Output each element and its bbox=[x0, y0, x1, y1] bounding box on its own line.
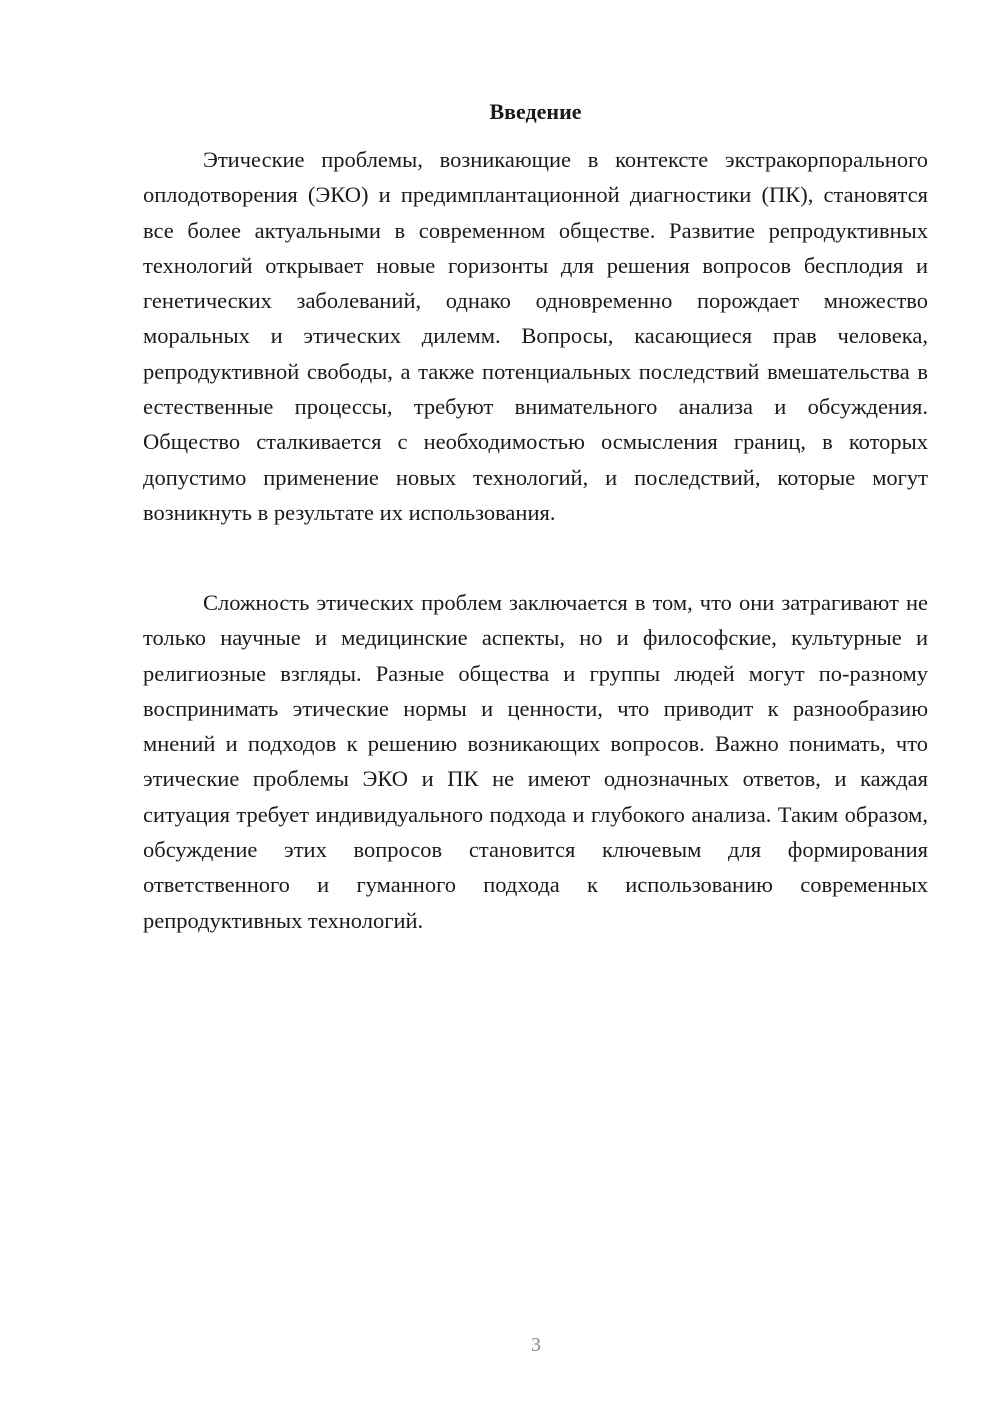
section-heading: Введение bbox=[489, 99, 582, 124]
page-number-container bbox=[0, 1332, 1000, 1358]
page-number: 3 bbox=[531, 1334, 541, 1356]
paragraph-2: Сложность этических проблем заключается в том, что они затрагивают не только научные и медицинские аспекты, но и философские, культурные и религиозные взгляды. Разные общества и группы людей могут по-разному воспринимать этические нормы и ценности, что приводит к разнообразию мнений и подходов к решению возникающих вопросов. Важно понимать, что этические проблемы ЭКО и ПК не имеют однозначных ответов, и каждая ситуация требует индивидуального подхода и глубокого анализа. Таким образом, обсуждение этих вопросов становится ключевым для формирования ответственного и гуманного подхода к использованию современных репродуктивных технологий. bbox=[143, 590, 928, 933]
paragraph-1: Этические проблемы, возникающие в контексте экстракорпорального оплодотворения (ЭКО) и предимплантационной диагностики (ПК), становятся все более актуальными в современном обществе. Развитие репродуктивных технологий открывает новые горизонты для решения вопросов бесплодия и генетических заболеваний, однако одновременно порождает множество моральных и этических дилемм. Вопросы, касающиеся прав человека, репродуктивной свободы, а также потенциальных последствий вмешательства в естественные процессы, требуют внимательного анализа и обсуждения. Общество сталкивается с необходимостью осмысления границ, в которых допустимо применение новых технологий, и последствий, которые могут возникнуть в результате их использования. bbox=[143, 147, 928, 525]
